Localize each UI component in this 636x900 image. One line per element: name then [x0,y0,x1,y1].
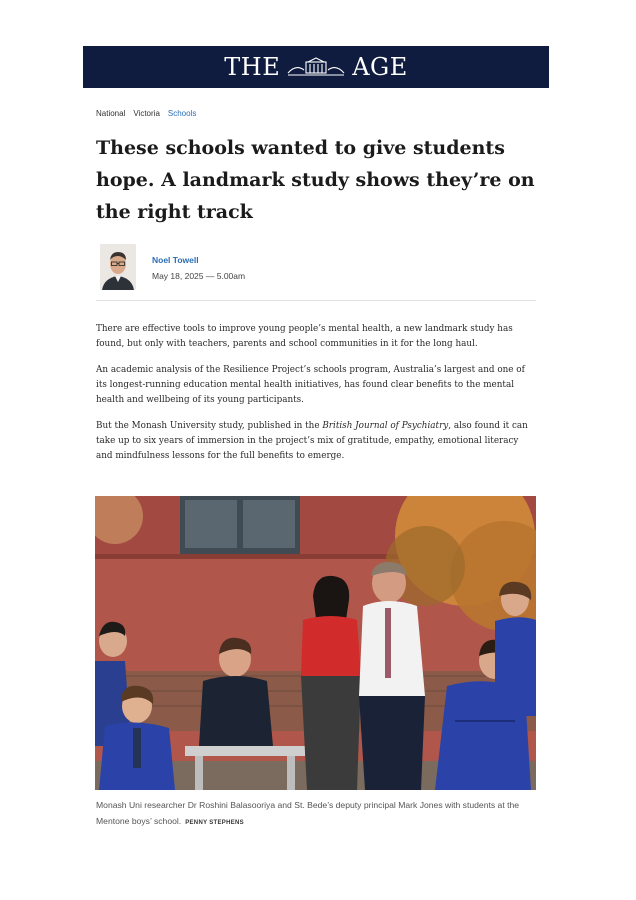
breadcrumb [96,109,196,118]
publish-date: May 18, 2025 — 5.00am [152,271,246,281]
byline [100,244,536,300]
breadcrumb-victoria[interactable]: Victoria [133,109,160,118]
caption-text: Monash Uni researcher Dr Roshini Balasooriya and St. Bede’s deputy principal Mark Jones with students at the Mentone boys’ school. [96,800,520,826]
masthead[interactable] [83,46,549,88]
journal-name: British Journal of Psychiatry [322,421,449,431]
crest-icon [286,56,346,78]
paragraph: There are effective tools to improve young people’s mental health, a new landmark study has found, but only with teachers, parents and school communities in it for the long haul. [96,324,513,349]
article-body [96,322,536,475]
masthead-the: THE [224,53,281,81]
divider [96,300,536,301]
paragraph: An academic analysis of the Resilience Project’s schools program, Australia’s largest and one of its longest-running education mental health initiatives, has found clear benefits to the mental health and wellbeing of its young participants. [96,365,525,405]
paragraph-text: But the Monash University study, published in the [96,421,323,431]
article-headline: These schools wanted to give students hope. A landmark study shows they’re on the right track [96,137,535,223]
photo-caption [96,797,536,831]
author-name-link[interactable]: Noel Towell [152,255,199,265]
photo-credit: PENNY STEPHENS [185,820,244,826]
article-photo[interactable] [95,496,536,790]
author-avatar[interactable] [100,244,136,290]
breadcrumb-national[interactable]: National [96,109,126,118]
breadcrumb-schools[interactable]: Schools [167,109,197,118]
paragraph [96,419,536,464]
masthead-age: AGE [352,53,408,81]
paragraph-text: , also found it can take up to six years of immersion in the project’s mix of gratitude, empathy, emotional literacy and mindfulness lessons for the full benefits to emerge. [96,421,528,461]
